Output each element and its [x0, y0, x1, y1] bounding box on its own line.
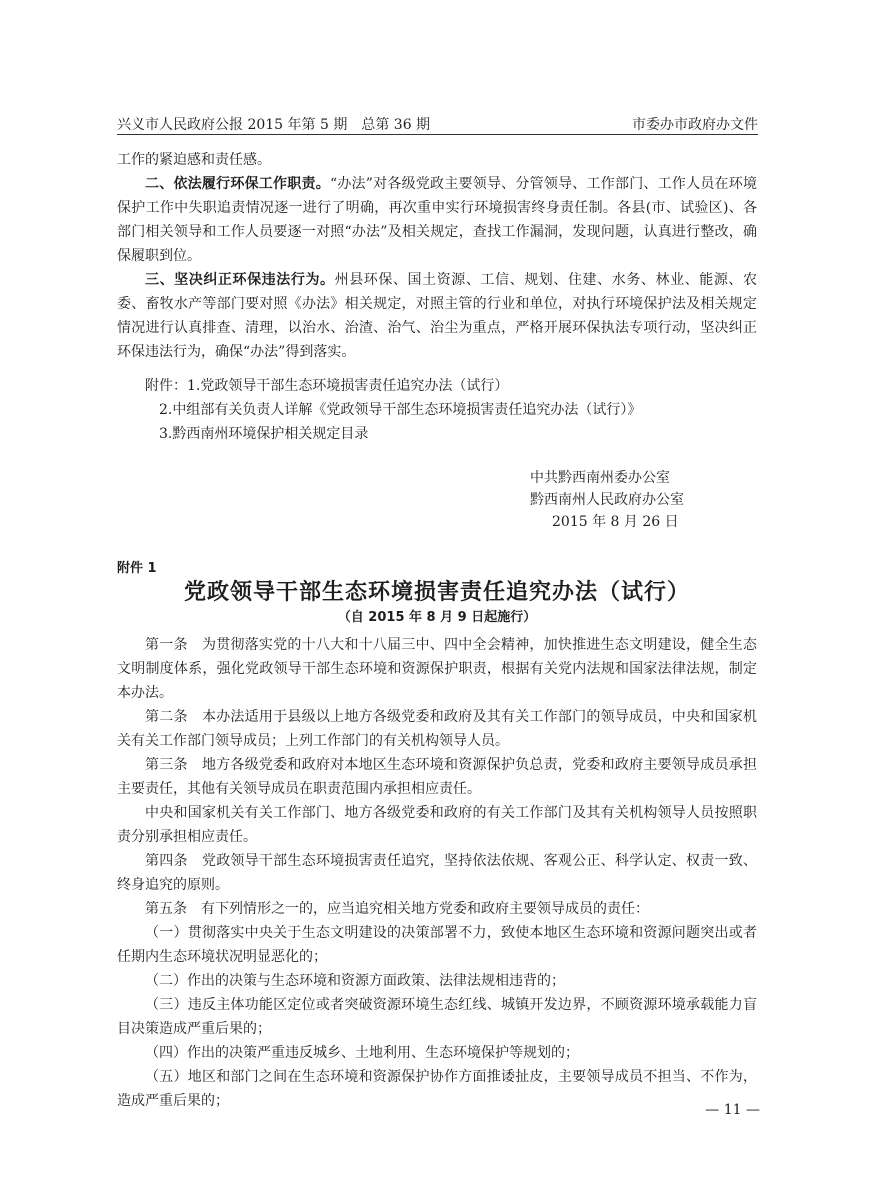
paragraph-heading: 二、依法履行环保工作职责。 — [145, 176, 330, 192]
paragraph-text: 工作的紧迫感和责任感。 — [117, 152, 271, 168]
article-paragraph: （三）违反主体功能区定位或者突破资源环境生态红线、城镇开发边界，不顾资源环境承载能力盲目决策造成严重后果的； — [117, 997, 757, 1037]
article-paragraph: （四）作出的决策严重违反城乡、土地利用、生态环境保护等规划的； — [145, 1045, 579, 1061]
paragraph-text: “办法”对各级党政主要领导、分管领导、工作部门、工作人员在环境保护工作中失职追责情况逐一进行了明确，再次重申实行环境损害终身责任制。各县(市、试验区)、各部门相关领导和工作人员要逐一对照“办法”及相关规定，查找工作漏洞，发现问题，认真进行整改，确保履职到位。 — [117, 176, 757, 264]
article-paragraph: （五）地区和部门之间在生态环境和资源保护协作方面推诿扯皮，主要领导成员不担当、不作为，造成严重后果的； — [117, 1069, 757, 1109]
paragraph-heading: 三、坚决纠正环保违法行为。 — [145, 272, 335, 288]
article-paragraph: （一）贯彻落实中央关于生态文明建设的决策部署不力，致使本地区生态环境和资源问题突出或者任期内生态环境状况明显恶化的； — [117, 925, 757, 965]
header-rule — [117, 134, 758, 135]
notice-body — [117, 148, 757, 364]
running-header — [117, 108, 758, 134]
notice-paragraph — [117, 172, 757, 268]
document-title: 党政领导干部生态环境损害责任追究办法（试行） — [183, 579, 690, 605]
attachment-item: 2.中组部有关负责人详解《党政领导干部生态环境损害责任追究办法（试行）》 — [159, 402, 642, 418]
notice-paragraph — [117, 148, 757, 172]
signature-date: 2015 年 8 月 26 日 — [552, 514, 679, 530]
article-paragraph: 第二条 本办法适用于县级以上地方各级党委和政府及其有关工作部门的领导成员，中央和国家机关有关工作部门领导成员；上列工作部门的有关机构领导人员。 — [117, 709, 757, 749]
paragraph-text: 州县环保、国土资源、工信、规划、住建、水务、林业、能源、农委、畜牧水产等部门要对照《办法》相关规定，对照主管的行业和单位，对执行环境保护法及相关规定情况进行认真排查、清理，以治水、治渣、治气、治尘为重点，严格开展环保执法专项行动，坚决纠正环保违法行为，确保“办法”得到落实。 — [117, 272, 757, 360]
article-paragraph: 中央和国家机关有关工作部门、地方各级党委和政府的有关工作部门及其有关机构领导人员按照职责分别承担相应责任。 — [117, 805, 757, 845]
article-paragraph: （二）作出的决策与生态环境和资源方面政策、法律法规相违背的； — [145, 973, 565, 989]
page-number: — 11 — — [705, 1102, 760, 1118]
header-publication: 兴义市人民政府公报 2015 年第 5 期 总第 36 期 — [117, 117, 431, 133]
attachment-item: 附件：1.党政领导干部生态环境损害责任追究办法（试行） — [145, 378, 509, 394]
attachment-label: 附件 1 — [117, 561, 157, 576]
attachment-list — [117, 374, 757, 446]
signature-org: 黔西南州人民政府办公室 — [530, 492, 684, 508]
regulation-body — [117, 633, 757, 1113]
document-subtitle: （自 2015 年 8 月 9 日起施行） — [337, 610, 537, 625]
attachment-item: 3.黔西南州环境保护相关规定目录 — [159, 426, 369, 442]
article-paragraph: 第五条 有下列情形之一的，应当追究相关地方党委和政府主要领导成员的责任： — [145, 901, 649, 917]
signature-block — [530, 467, 684, 533]
article-paragraph: 第三条 地方各级党委和政府对本地区生态环境和资源保护负总责，党委和政府主要领导成员承担主要责任，其他有关领导成员在职责范围内承担相应责任。 — [117, 757, 757, 797]
header-section: 市委办市政府办文件 — [632, 117, 758, 133]
article-paragraph: 第四条 党政领导干部生态环境损害责任追究，坚持依法依规、客观公正、科学认定、权责一致、终身追究的原则。 — [117, 853, 757, 893]
article-paragraph: 第一条 为贯彻落实党的十八大和十八届三中、四中全会精神，加快推进生态文明建设，健全生态文明制度体系，强化党政领导干部生态环境和资源保护职责，根据有关党内法规和国家法律法规，制定本办法。 — [117, 637, 757, 701]
signature-org: 中共黔西南州委办公室 — [530, 470, 670, 486]
notice-paragraph — [117, 268, 757, 364]
